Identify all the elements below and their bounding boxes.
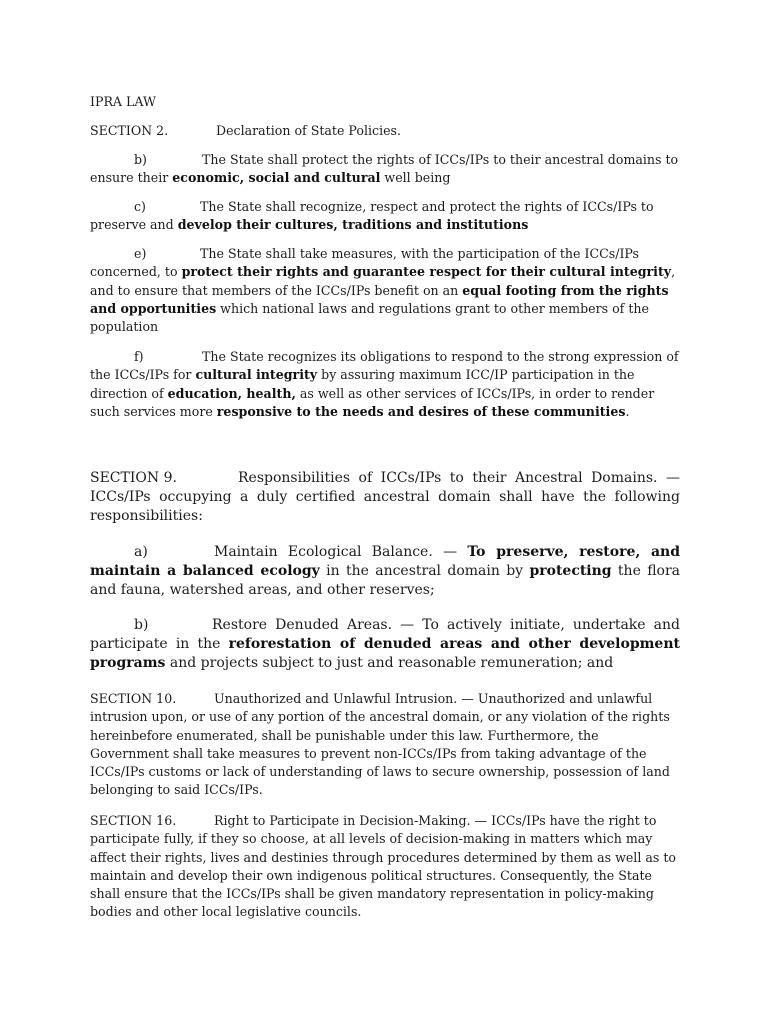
section-16 [90,812,680,922]
section-16-label: SECTION 16. [90,813,177,828]
section-2-label: SECTION 2. [90,123,169,138]
section-2-title: Declaration of State Policies. [216,123,402,138]
section-9-heading [90,469,680,526]
section-10-label: SECTION 10. [90,691,177,706]
section-2-item-f: f) The State recognizes its obligations to respond to the strong expression of the ICCs/IPs for cultural integrity by assuring maximum ICC/IP participation in the direction of education, health, as well as other services of ICCs/IPs, in order to render such services more responsive to the needs and desires of these communities. [90,349,679,419]
section-10-text: Unauthorized and Unlawful Intrusion. — Unauthorized and unlawful intrusion upon, or use of any portion of the ancestral domain, or any violation of the rights hereinbefore enumerated, shall be punishable under this law. Furthermore, the Government shall take measures to prevent non-ICCs/IPs from taking advantage of the ICCs/IPs customs or lack of understanding of laws to secure ownership, possession of land belonging to said ICCs/IPs. [90,691,670,798]
section-9-label: SECTION 9. [90,470,177,486]
section-10 [90,690,680,800]
document-title: IPRA LAW [90,94,156,109]
item-letter: e) [134,246,147,261]
section-2-item-b: b) The State shall protect the rights of ICCs/IPs to their ancestral domains to ensure their economic, social and cultural well being [90,152,679,186]
item-letter: b) [134,617,149,633]
item-letter: b) [134,152,147,167]
section-9-item-a: a) Maintain Ecological Balance. — To preserve, restore, and maintain a balanced ecology in the ancestral domain by protecting the flora and fauna, watershed areas, and other reserves; [90,544,681,598]
section-2-item-c: c) The State shall recognize, respect and protect the rights of ICCs/IPs to preserve and develop their cultures, traditions and institutions [90,199,654,233]
section-2-heading [90,122,680,140]
section-9-item-b: b) Restore Denuded Areas. — To actively initiate, undertake and participate in the reforestation of denuded areas and other development programs and projects subject to just and reasonable remuneration; and [90,617,680,671]
item-letter: f) [134,349,144,364]
item-letter: a) [134,544,148,560]
section-9-text: Responsibilities of ICCs/IPs to their Ancestral Domains. — ICCs/IPs occupying a duly certified ancestral domain shall have the following responsibilities: [90,470,680,524]
section-16-text: Right to Participate in Decision-Making. — ICCs/IPs have the right to participate fully, if they so choose, at all levels of decision-making in matters which may affect their rights, lives and destinies through procedures determined by them as well as to maintain and develop their own indigenous political structures. Consequently, the State shall ensure that the ICCs/IPs shall be given mandatory representation in policy-making bodies and other local legislative councils. [90,813,676,920]
section-2-item-e: e) The State shall take measures, with the participation of the ICCs/IPs concerned, to protect their rights and guarantee respect for their cultural integrity, and to ensure that members of the ICCs/IPs benefit on an equal footing from the rights and opportunities which national laws and regulations grant to other members of the population [90,246,676,335]
item-letter: c) [134,199,146,214]
